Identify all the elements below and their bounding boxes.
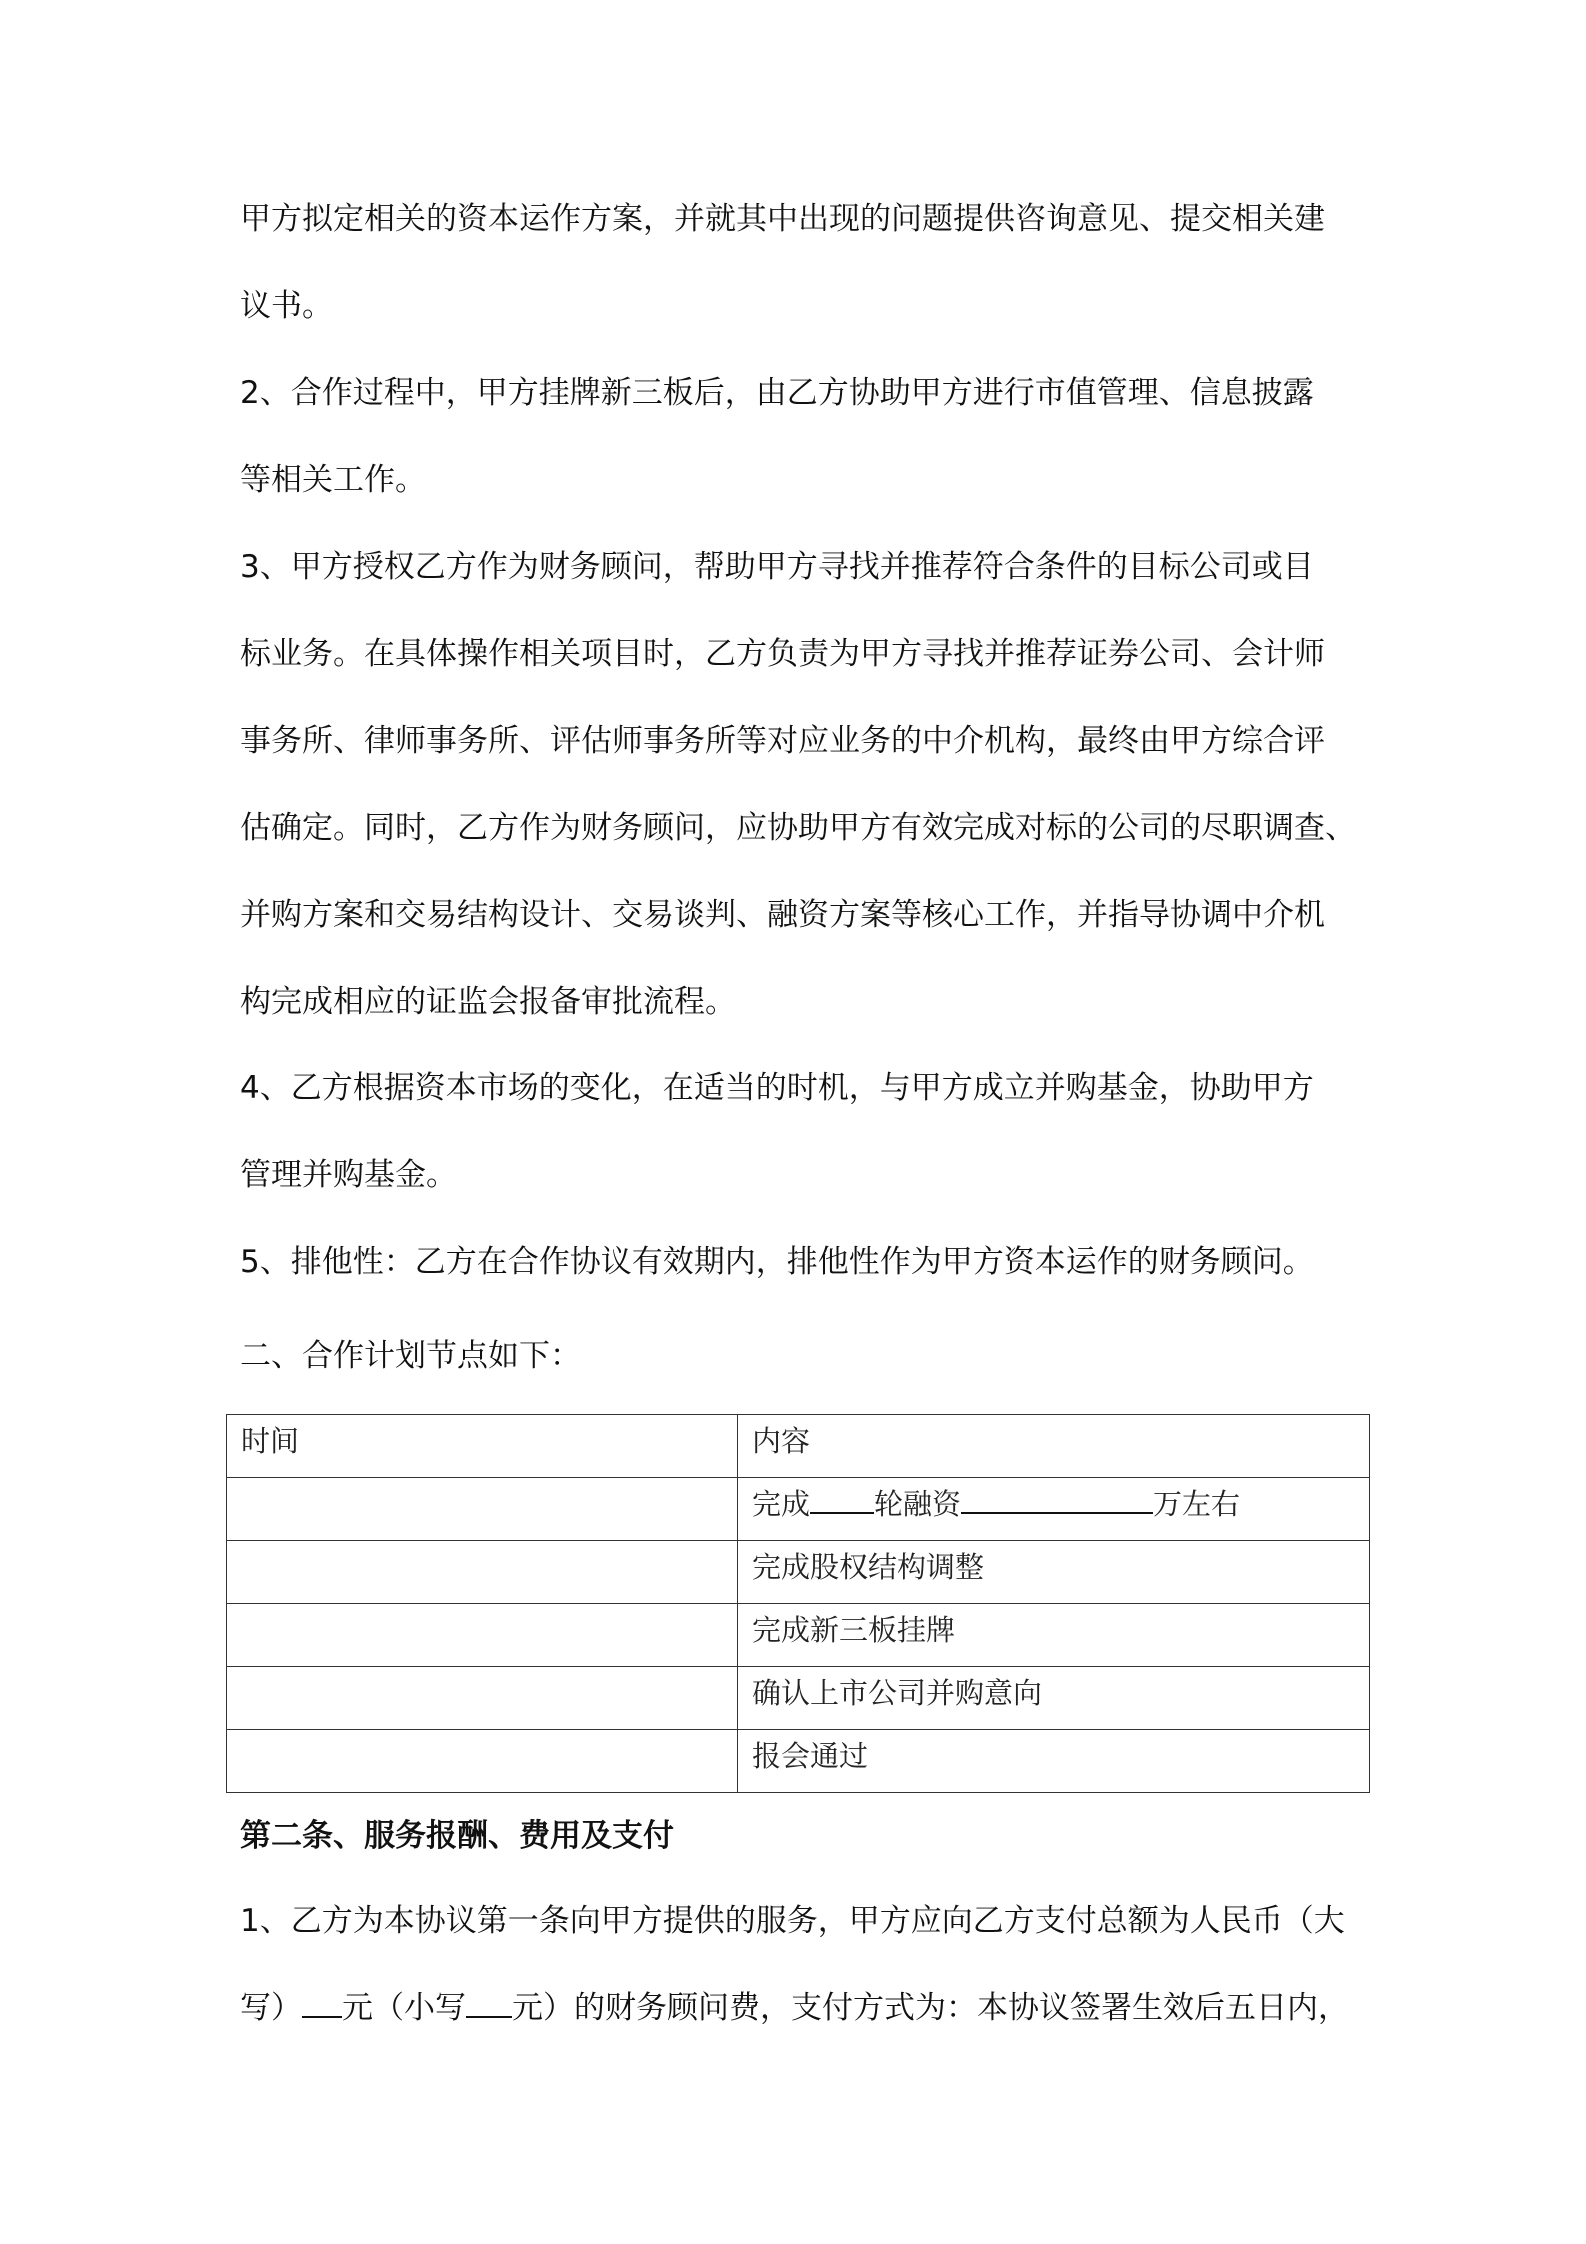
text-segment: 写） [240,1990,302,2026]
plan-table [226,1414,1370,1793]
table-row [227,1730,1370,1793]
text-line: 4、乙方根据资本市场的变化，在适当的时机，与甲方成立并购基金，协助甲方 [240,1070,1314,1106]
clause-item-5 [240,1219,1360,1306]
table-cell-content: 完成新三板挂牌 [738,1604,1370,1667]
clause-item-2 [240,350,1360,524]
article-paragraph [240,1878,1360,2052]
table-cell-time [227,1541,738,1604]
text-line: 标业务。在具体操作相关项目时，乙方负责为甲方寻找并推荐证券公司、会计师 [240,636,1325,672]
table-cell-time [227,1604,738,1667]
table-header-time: 时间 [227,1415,738,1478]
text-line: 议书。 [240,288,333,324]
intro-paragraph [240,176,1360,350]
table-row [227,1541,1370,1604]
cell-text: 万左右 [1153,1487,1241,1521]
blank-field [961,1482,1153,1514]
blank-field [466,1986,512,2018]
cell-text: 完成 [752,1487,811,1521]
text-line: 估确定。同时，乙方作为财务顾问，应协助甲方有效完成对标的公司的尽职调查、 [240,810,1356,846]
table-cell-content: 完成股权结构调整 [738,1541,1370,1604]
blank-field [302,1986,342,2018]
table-header-row [227,1415,1370,1478]
text-line: 构完成相应的证监会报备审批流程。 [240,984,736,1020]
text-line [240,1965,1360,2052]
text-line: 1、乙方为本协议第一条向甲方提供的服务，甲方应向乙方支付总额为人民币（大 [240,1903,1345,1939]
text-line: 2、合作过程中，甲方挂牌新三板后，由乙方协助甲方进行市值管理、信息披露 [240,375,1314,411]
text-segment: 元（小写 [342,1990,466,2026]
table-row [227,1667,1370,1730]
text-line: 5、排他性：乙方在合作协议有效期内，排他性作为甲方资本运作的财务顾问。 [240,1244,1314,1280]
table-cell-time [227,1730,738,1793]
text-line: 并购方案和交易结构设计、交易谈判、融资方案等核心工作，并指导协调中介机 [240,897,1325,933]
clause-item-3 [240,524,1360,1046]
table-header-content: 内容 [738,1415,1370,1478]
text-line: 甲方拟定相关的资本运作方案，并就其中出现的问题提供咨询意见、提交相关建 [240,201,1325,237]
table-cell-time [227,1667,738,1730]
table-cell-content [738,1478,1370,1541]
clause-item-4 [240,1045,1360,1219]
cell-text: 轮融资 [874,1487,962,1521]
table-row [227,1604,1370,1667]
section-heading: 二、合作计划节点如下： [240,1338,581,1374]
table-row [227,1478,1370,1541]
table-cell-content: 确认上市公司并购意向 [738,1667,1370,1730]
table-cell-content: 报会通过 [738,1730,1370,1793]
text-segment: 元）的财务顾问费，支付方式为：本协议签署生效后五日内， [512,1990,1349,2026]
blank-field [810,1482,874,1514]
text-line: 等相关工作。 [240,462,426,498]
text-line: 3、甲方授权乙方作为财务顾问，帮助甲方寻找并推荐符合条件的目标公司或目 [240,549,1314,585]
text-line: 管理并购基金。 [240,1157,457,1193]
article-title: 第二条、服务报酬、费用及支付 [240,1818,674,1854]
text-line: 事务所、律师事务所、评估师事务所等对应业务的中介机构，最终由甲方综合评 [240,723,1325,759]
table-cell-time [227,1478,738,1541]
